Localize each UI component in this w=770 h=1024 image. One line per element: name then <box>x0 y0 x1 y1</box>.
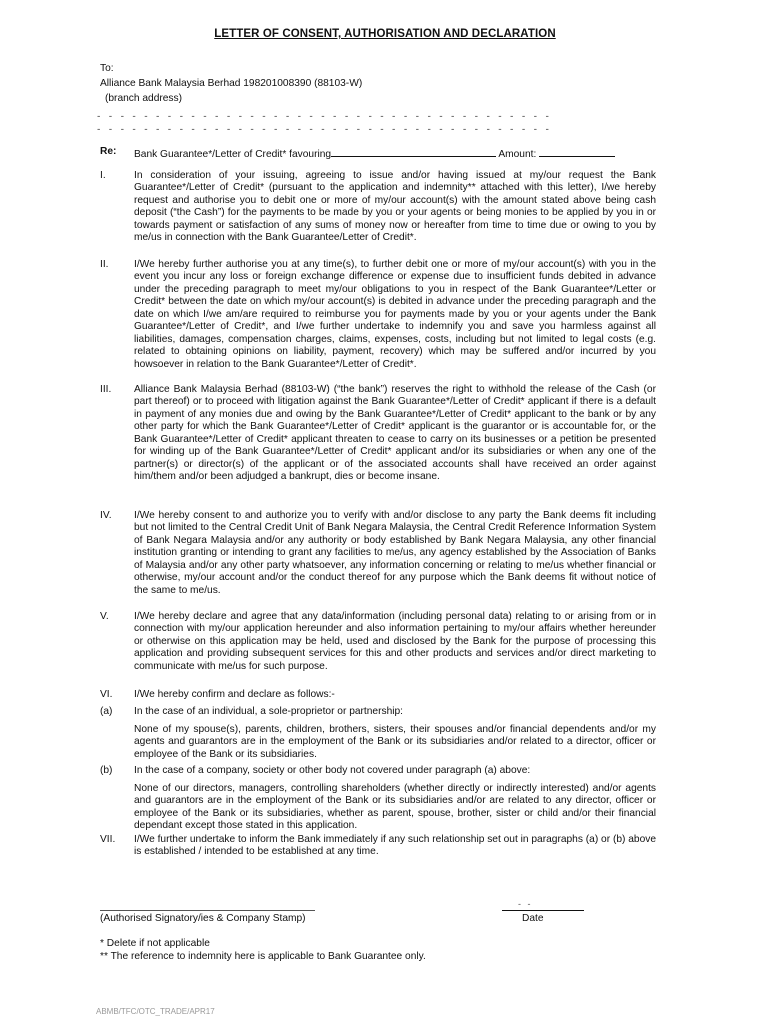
signature-line[interactable] <box>100 910 315 911</box>
signature-label: (Authorised Signatory/ies & Company Stamp) <box>100 913 306 924</box>
clause-text: I/We hereby further authorise you at any time(s), to further debit one or more of my/our account(s) with you in the event you incur any loss or foreign exchange difference or expense due to insufficient funds debited in advance under the preceding paragraph to meet my/our obligations to you in respect of the Bank Guarantee*/Letter or Credit* between the date on which my/our account(s) is debited in advance under the preceding paragraph and the date on which I/we am/are required to reimburse you for payments made by you or your agents under the Bank Guarantee*/Letter of Credit*, and I/we further undertake to indemnify you and save you harmless against all liabilities, damages, compensation charges, claims, expenses, costs, including but not limited to legal costs (e.g. related to obtaining opinions on liability, payment, recovery) which may be suffered and/or incurred by you howsoever in relation to the Bank Guarantee*/Letter of Credit*. <box>134 259 656 370</box>
clause-text: I/We further undertake to inform the Bank immediately if any such relationship set out in paragraphs (a) or (b) above is established / intended to be established at any time. <box>134 834 656 858</box>
date-line[interactable] <box>502 910 584 911</box>
clause-number: I. <box>100 170 106 181</box>
address-dash-line-2: - - - - - - - - - - - - - - - - - - - - - - - - - - - - - - - - - - - - - - - <box>96 125 551 135</box>
clause-number: (b) <box>100 765 113 776</box>
form-reference-code: ABMB/TFC/OTC_TRADE/APR17 <box>96 1007 215 1016</box>
amount-field[interactable] <box>539 146 615 157</box>
clause-text: I/We hereby confirm and declare as follows:- <box>134 689 335 700</box>
address-to: To: <box>100 63 114 74</box>
address-dash-line-1: - - - - - - - - - - - - - - - - - - - - - - - - - - - - - - - - - - - - - - - <box>96 112 551 122</box>
clause-text: In the case of a company, society or other body not covered under paragraph (a) above: <box>134 765 531 776</box>
clause-number: VII. <box>100 834 116 845</box>
re-label: Re: <box>100 146 117 157</box>
clause-text: I/We hereby declare and agree that any data/information (including personal data) relating to or arising from or in connection with my/our application hereunder and also information pertaining to my/our affairs whether hereunder or otherwise on this application may be held, used and disclosed by the Bank for the purpose of processing this application and providing subsequent services for this and other products and services and/or direct marketing to communicate with me/us for such purpose. <box>134 611 656 672</box>
footnote-delete: * Delete if not applicable <box>100 938 210 949</box>
address-branch: (branch address) <box>105 93 183 104</box>
recipient-address <box>100 61 362 106</box>
amount-label: Amount: <box>498 149 537 160</box>
clause-text: I/We hereby consent to and authorize you to verify with and/or disclose to any party the Bank deems fit including but not limited to the Central Credit Unit of Bank Negara Malaysia, the Central Credit Reference Information System of Bank Negara Malaysia and/or any authority or body established by Bank Negara Malaysia, any other financial institution granting or intending to grant any facilities to me/us, any agency established by the Association of Banks of Malaysia and/or any other party whatsoever, any information concerning or relating to me/us whether financial or otherwise, my/our account and/or the conduct thereof for any purpose which the Bank deems fit without notice of the same to me/us. <box>134 510 656 596</box>
clause-number: II. <box>100 259 109 270</box>
re-text: Bank Guarantee*/Letter of Credit* favouring <box>134 149 332 160</box>
date-label: Date <box>522 913 544 924</box>
footnote-indemnity: ** The reference to indemnity here is applicable to Bank Guarantee only. <box>100 950 426 962</box>
clause-number: V. <box>100 611 109 622</box>
address-bank: Alliance Bank Malaysia Berhad 198201008390 (88103-W) <box>100 78 363 89</box>
clause-text: In the case of an individual, a sole-proprietor or partnership: <box>134 706 403 717</box>
clause-number: VI. <box>100 689 113 700</box>
clause-text: None of my spouse(s), parents, children, brothers, sisters, their spouses and/or financial dependents and/or my agents and guarantors are in the employment of the Bank or its subsidiaries and/or related to a director, officer or employee of the Bank or its subsidiaries. <box>134 724 656 760</box>
clause-number: (a) <box>100 706 113 717</box>
clause-number: IV. <box>100 510 112 521</box>
date-dashes: - - <box>518 899 533 909</box>
beneficiary-field[interactable] <box>331 146 496 157</box>
document-title: LETTER OF CONSENT, AUTHORISATION AND DECLARATION <box>214 28 556 40</box>
clause-text: In consideration of your issuing, agreeing to issue and/or having issued at my/our request the Bank Guarantee*/Letter of Credit* (pursuant to the application and indemnity** attached with this letter), I/we hereby request and authorise you to debit one or more of my/our account(s) with the amount stated above being cash deposit (“the Cash”) for the payments to be made by you or your agents or being monies to be applied by you in or towards payment or satisfaction of any sums of money now or hereafter from time to time due or owing to you by me/us in connection with the Bank Guarantee/Letter of Credit*. <box>134 170 656 244</box>
footnotes <box>100 938 426 963</box>
clause-text: Alliance Bank Malaysia Berhad (88103-W) (“the bank”) reserves the right to withhold the release of the Cash (or part thereof) or to proceed with litigation against the Bank Guarantee*/Letter of Credit* applicant if there is a default in payment of any monies due and owing by the Bank Guarantee*/Letter of Credit* applicant to the bank or by any other party for which the Bank Guarantee*/Letter of Credit* applicant is the guarantor or is accountable for, or the Bank Guarantee*/Letter of Credit* applicant threaten to cease to carry on its businesses or a petition be presented for winding up of the Bank Guarantee*/Letter of Credit* applicant and/or its subsidiaries or when any one of the partner(s) or director(s) of the applicant or of the associated accounts shall have received an order against him/them and/or been adjudged a bankrupt, dies or become insane. <box>134 384 656 483</box>
clause-number: III. <box>100 384 112 395</box>
clause-text: None of our directors, managers, controlling shareholders (whether directly or indirectly interested) and/or agents and guarantors are in the employment of the Bank or its subsidiaries and/or are related to any director, officer or employee of the Bank or its subsidiaries, whether as parent, spouse, brother, sister or child and/or their financial dependant except those stated in this application. <box>134 783 656 832</box>
